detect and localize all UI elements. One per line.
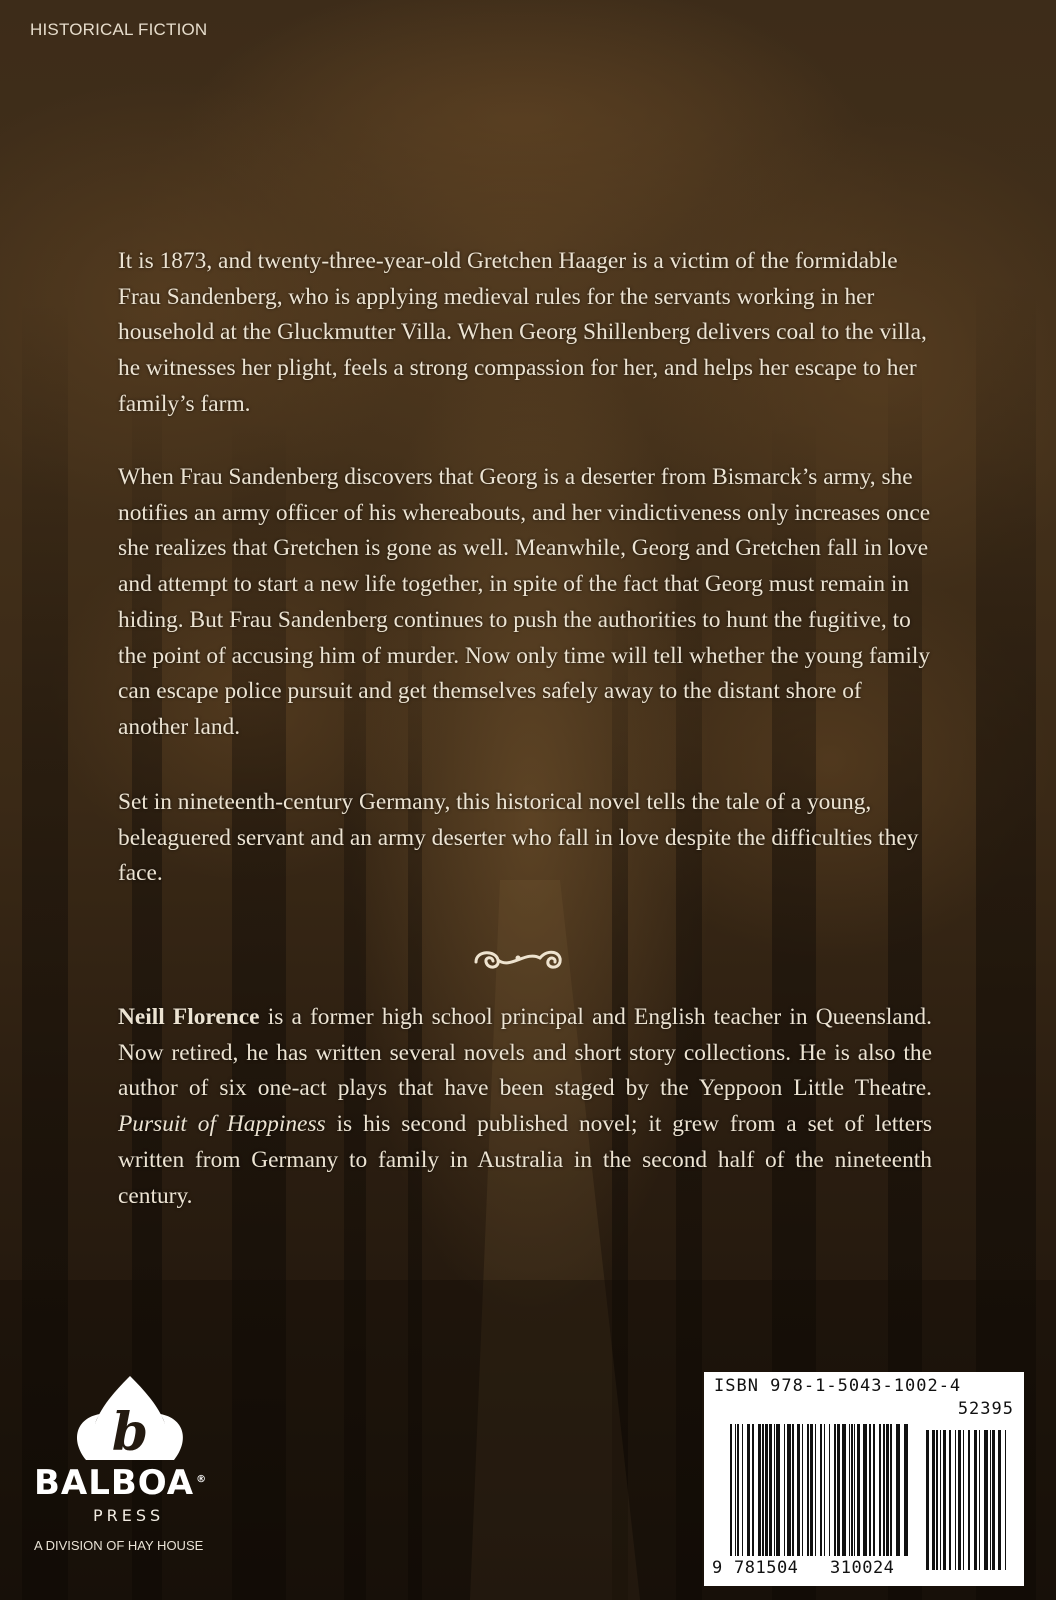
barcode-bar <box>730 1424 732 1556</box>
barcode-bar <box>735 1424 736 1556</box>
barcode-bar <box>849 1424 850 1556</box>
barcode-bar <box>949 1430 951 1570</box>
barcode-bar <box>869 1424 871 1556</box>
ean-right-digits: 310024 <box>830 1558 895 1578</box>
barcode-bar <box>758 1424 761 1556</box>
genre-label: HISTORICAL FICTION <box>30 20 208 39</box>
barcode-bar <box>857 1424 860 1556</box>
blurb-paragraph-3: Set in nineteenth-century Germany, this historical novel tells the tale of a young, beleaguered servant and an army deserter who fall in love despite the difficulties they face. <box>118 789 919 887</box>
author-bio-text-1: is a former high school principal and English teacher in Queensland. Now retired, he has written several novels and short story collections. He is also the author of six one-act plays that have been staged by the Yeppoon Little Theatre. <box>118 1004 932 1102</box>
barcode-bar <box>1005 1430 1006 1570</box>
barcode-bar <box>792 1424 794 1556</box>
author-name: Neill Florence <box>118 1004 260 1030</box>
barcode-bar <box>787 1424 791 1556</box>
barcode-bar <box>774 1424 775 1556</box>
ean-first-digit: 9 <box>712 1558 723 1578</box>
price-code: 52395 <box>957 1399 1014 1419</box>
barcode-bar <box>824 1424 825 1556</box>
barcode-bar <box>896 1424 900 1556</box>
author-bio-text-2: is his second published novel; it grew from a set of letters written from Germany to family in Australia in the second half of the nineteenth century. <box>118 1111 933 1209</box>
registered-mark: ® <box>196 1473 208 1485</box>
barcode-bar <box>784 1424 785 1556</box>
barcode-bar <box>815 1424 816 1556</box>
barcode-bars-addon <box>926 1430 1014 1578</box>
barcode-bar <box>802 1424 803 1556</box>
ean-left-digits: 781504 <box>734 1558 799 1578</box>
publisher-name: BALBOA <box>34 1463 195 1503</box>
barcode-bar <box>940 1430 941 1570</box>
barcode-bar <box>998 1430 1001 1570</box>
barcode-bar <box>992 1430 995 1570</box>
barcode-bar <box>851 1424 853 1556</box>
lotus-logo-icon <box>30 1370 230 1470</box>
publisher-imprint: PRESS <box>93 1506 165 1525</box>
barcode-bar <box>810 1424 813 1556</box>
barcode-bar <box>807 1424 809 1556</box>
barcode-bar <box>879 1424 881 1556</box>
barcode-bar <box>834 1424 836 1556</box>
barcode-bar <box>936 1430 938 1570</box>
barcode-bar <box>776 1424 780 1556</box>
barcode-bar <box>979 1430 980 1570</box>
barcode-bar <box>829 1424 830 1556</box>
barcode-bar <box>837 1424 840 1556</box>
barcode-bar <box>842 1424 846 1556</box>
barcode-bar <box>890 1424 892 1556</box>
barcode-bar <box>974 1430 977 1570</box>
barcode-bar <box>797 1424 800 1556</box>
barcode-bar <box>863 1424 867 1556</box>
flourish-ornament-icon <box>470 942 566 974</box>
publisher-brand <box>34 1463 207 1503</box>
barcode-bar <box>873 1424 875 1556</box>
logo-letter: b <box>111 1402 149 1463</box>
barcode-bar <box>926 1430 929 1570</box>
barcode-bar <box>963 1430 964 1570</box>
barcode-bar <box>742 1424 743 1556</box>
author-bio <box>118 1000 932 1214</box>
barcode-bar <box>752 1424 754 1556</box>
isbn-number: ISBN 978-1-5043-1002-4 <box>714 1376 962 1396</box>
barcode-bar <box>886 1424 889 1556</box>
barcode-bar <box>883 1424 885 1556</box>
barcode-bar <box>904 1424 908 1556</box>
isbn-barcode <box>704 1372 1024 1586</box>
barcode-bars-main <box>730 1424 918 1556</box>
barcode-bar <box>990 1430 991 1570</box>
blurb-paragraph-2: When Frau Sandenberg discovers that Georg is a deserter from Bismarck’s army, she notifies an army officer of his whereabouts, and her vindictiveness only increases once she realizes that Gretchen is gone as well. Meanwhile, Georg and Gretchen fall in love and attempt to start a new life together, in spite of the fact that Georg must remain in hiding. But Frau Sandenberg continues to push the authorities to hunt the fugitive, to the point of accusing him of murder. Now only time will tell whether the young family can escape police pursuit and get themselves safely away to the distant shore of another land. <box>118 464 931 740</box>
barcode-bar <box>958 1430 961 1570</box>
barcode-bar <box>943 1430 946 1570</box>
barcode-bar <box>968 1430 970 1570</box>
barcode-bar <box>747 1424 750 1556</box>
barcode-bar <box>762 1424 764 1556</box>
barcode-bar <box>854 1424 855 1556</box>
publisher-division: A DIVISION OF HAY HOUSE <box>34 1538 204 1553</box>
barcode-bar <box>955 1430 956 1570</box>
barcode-bar <box>765 1424 768 1556</box>
barcode-bar <box>932 1430 935 1570</box>
barcode-bar <box>984 1430 988 1570</box>
barcode-bar <box>737 1424 739 1556</box>
barcode-bar <box>820 1424 822 1556</box>
blurb-paragraph-1: It is 1873, and twenty-three-year-old Gretchen Haager is a victim of the formidable Frau Sandenberg, who is applying medieval rules for the servants working in her household at the Gluckmutter Villa. When Georg Shillenberg delivers coal to the villa, he witnesses her plight, feels a strong compassion for her, and helps her escape to her family’s farm. <box>118 248 927 417</box>
book-title: Pursuit of Happiness <box>118 1111 326 1138</box>
barcode-bar <box>769 1424 772 1556</box>
